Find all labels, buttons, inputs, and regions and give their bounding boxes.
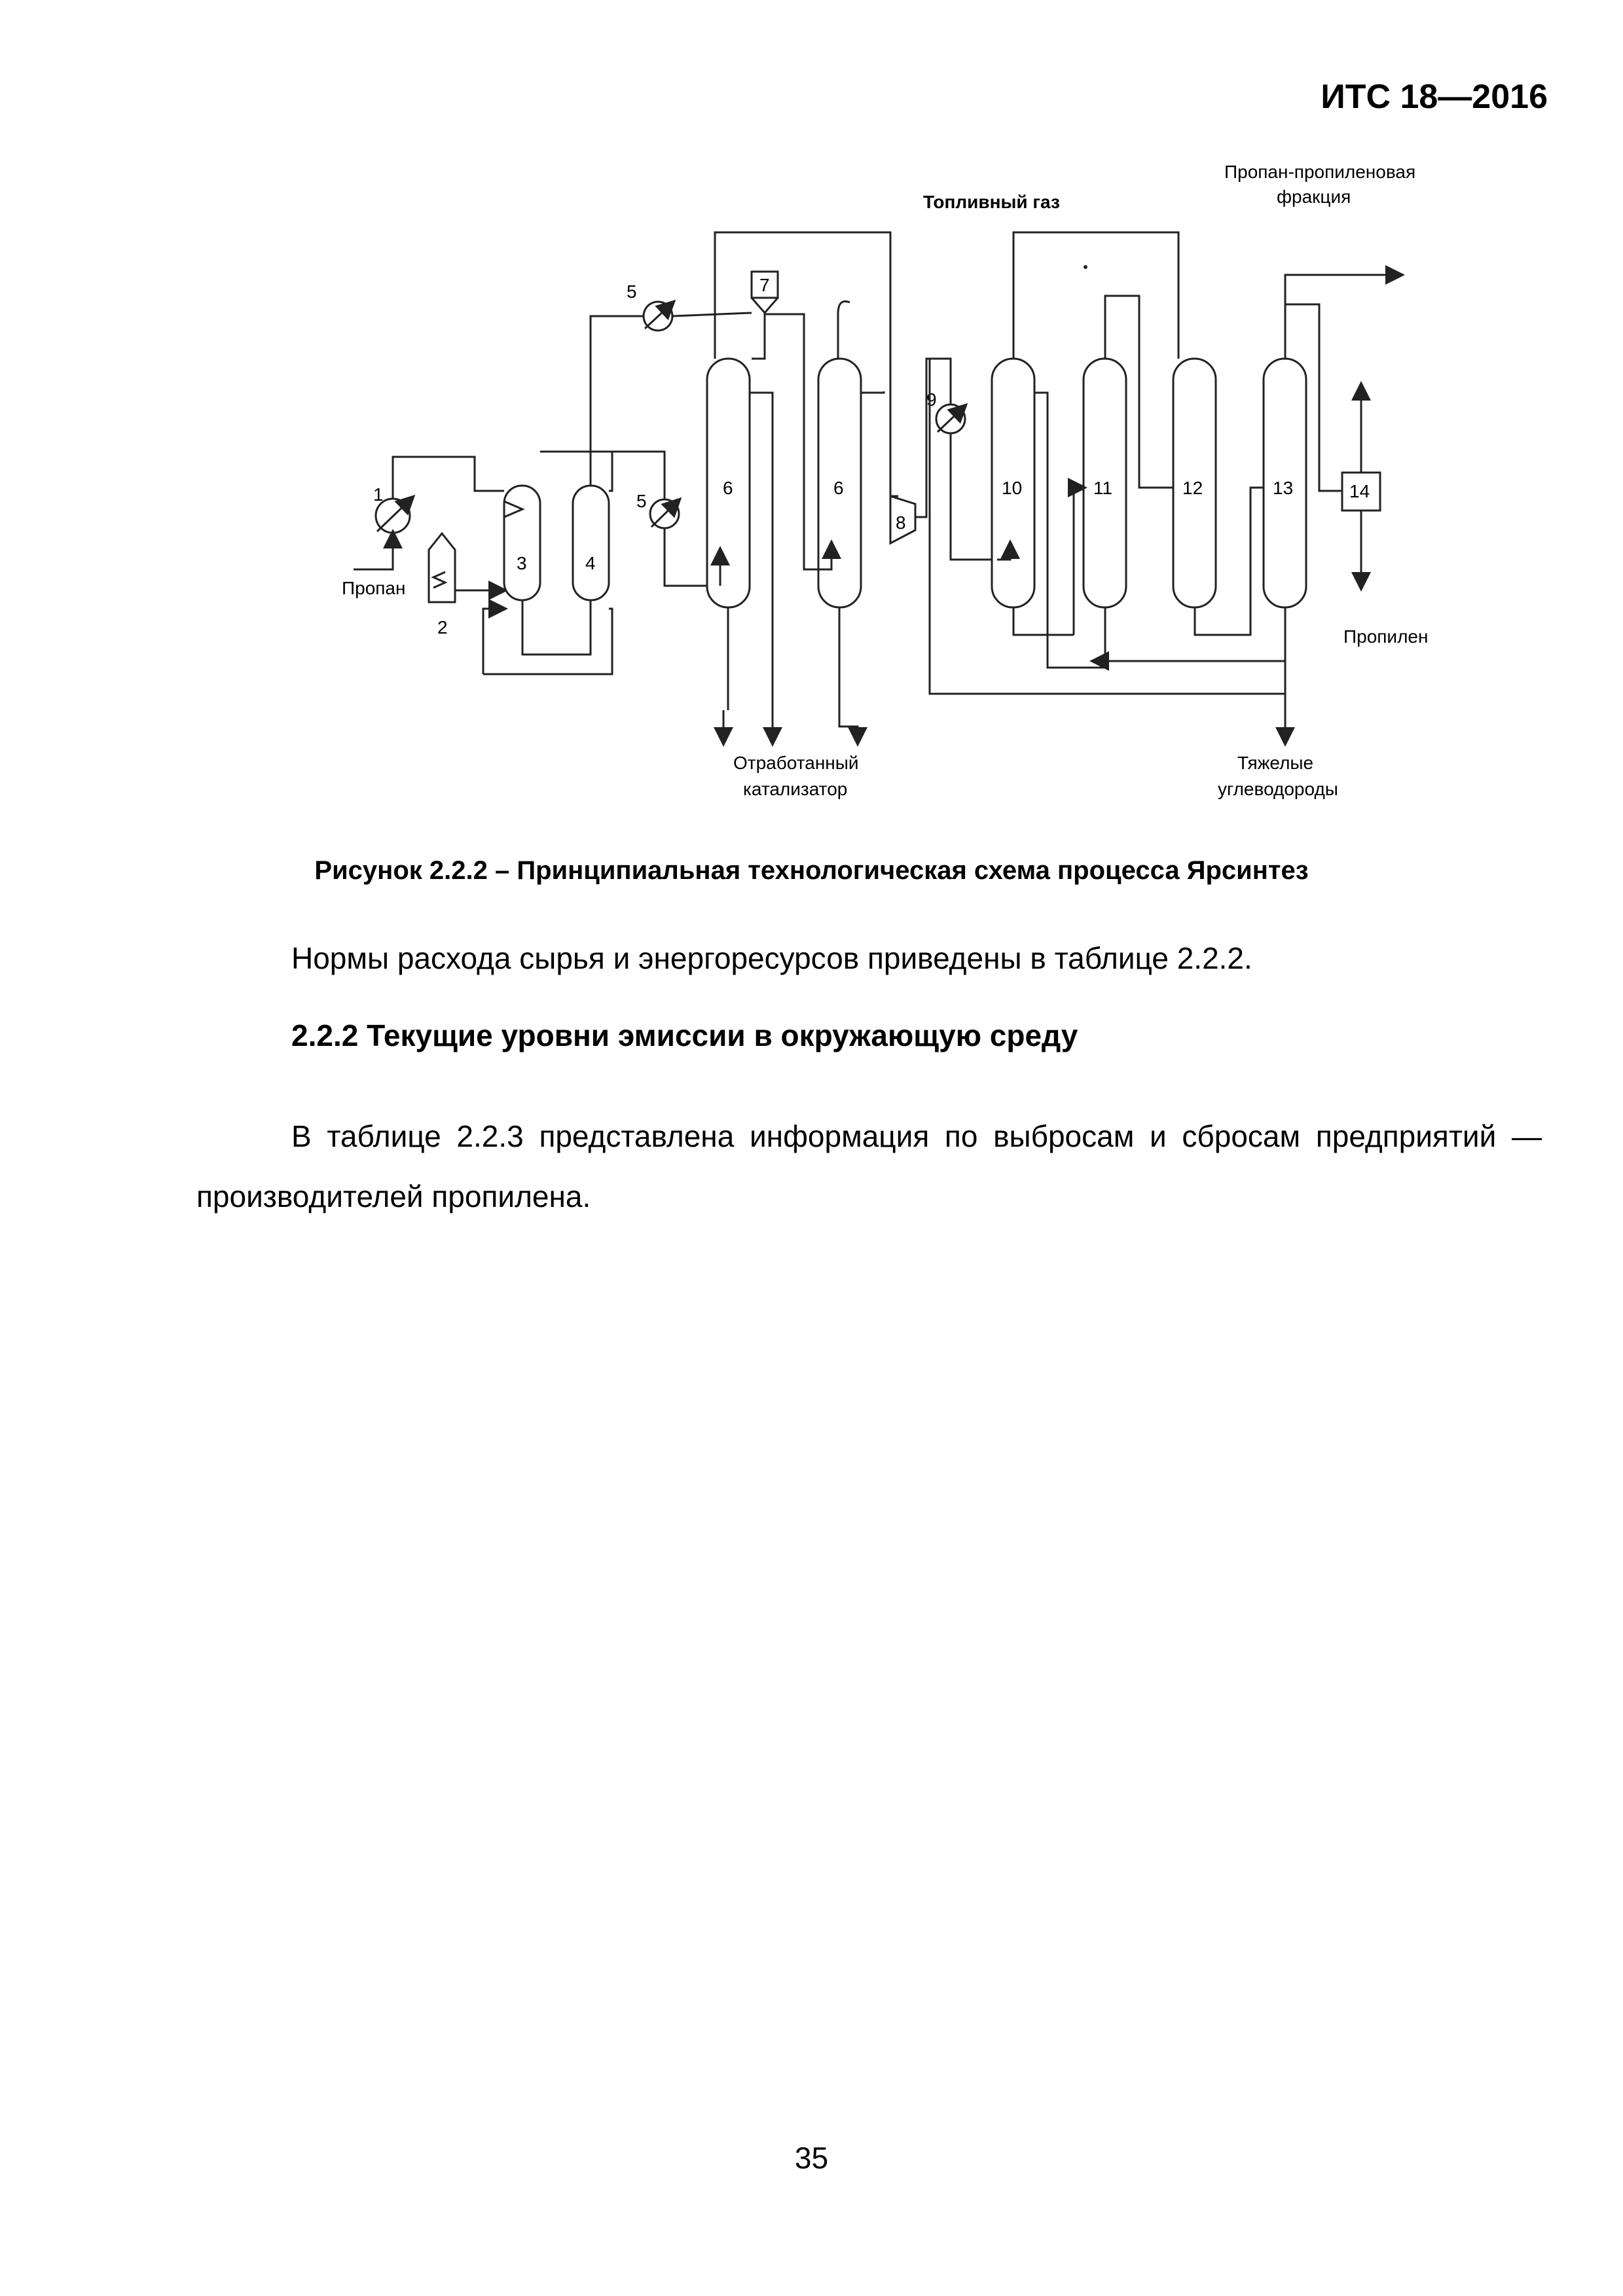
label-ppf-line1: Пропан-пропиленовая <box>1224 162 1416 182</box>
label-heavy-hc-line2: углеводороды <box>1218 779 1338 799</box>
section-heading: 2.2.2 Текущие уровни эмиссии в окружающую среду <box>291 1018 1078 1052</box>
label-6b: 6 <box>833 478 844 498</box>
label-8: 8 <box>896 512 906 533</box>
label-5a: 5 <box>627 281 637 302</box>
furnace-2 <box>429 533 455 602</box>
label-fuel-gas: Топливный газ <box>923 192 1060 212</box>
paragraph-emissions: В таблице 2.2.3 представлена информация по выбросам и сбросам предприятий — производителей пропилена. <box>196 1119 1542 1213</box>
label-spent-catalyst-line1: Отработанный <box>733 753 859 773</box>
paragraph-norms: Нормы расхода сырья и энергоресурсов приведены в таблице 2.2.2. <box>291 941 1252 975</box>
label-14: 14 <box>1349 481 1370 501</box>
label-13: 13 <box>1273 478 1294 498</box>
regenerator-4 <box>573 486 609 600</box>
page-number: 35 <box>794 2141 829 2175</box>
label-spent-catalyst-line2: катализатор <box>743 779 848 799</box>
label-ppf-line2: фракция <box>1277 187 1351 207</box>
label-3: 3 <box>517 553 527 573</box>
label-propane: Пропан <box>342 578 406 598</box>
label-1: 1 <box>373 484 384 505</box>
label-9: 9 <box>926 389 937 410</box>
label-2: 2 <box>437 617 448 637</box>
label-7: 7 <box>759 275 770 295</box>
label-4: 4 <box>585 553 596 573</box>
label-11: 11 <box>1093 478 1113 498</box>
label-5b: 5 <box>636 491 647 511</box>
process-flow-diagram <box>314 151 1440 818</box>
label-heavy-hc-line1: Тяжелые <box>1237 753 1314 773</box>
figure-caption: Рисунок 2.2.2 – Принципиальная технологическая схема процесса Ярсинтез <box>314 856 1309 885</box>
label-12: 12 <box>1182 478 1203 498</box>
label-10: 10 <box>1002 478 1023 498</box>
label-propylene: Пропилен <box>1343 626 1429 647</box>
document-code-header: ИТС 18—2016 <box>1321 78 1548 116</box>
label-6a: 6 <box>723 478 733 498</box>
